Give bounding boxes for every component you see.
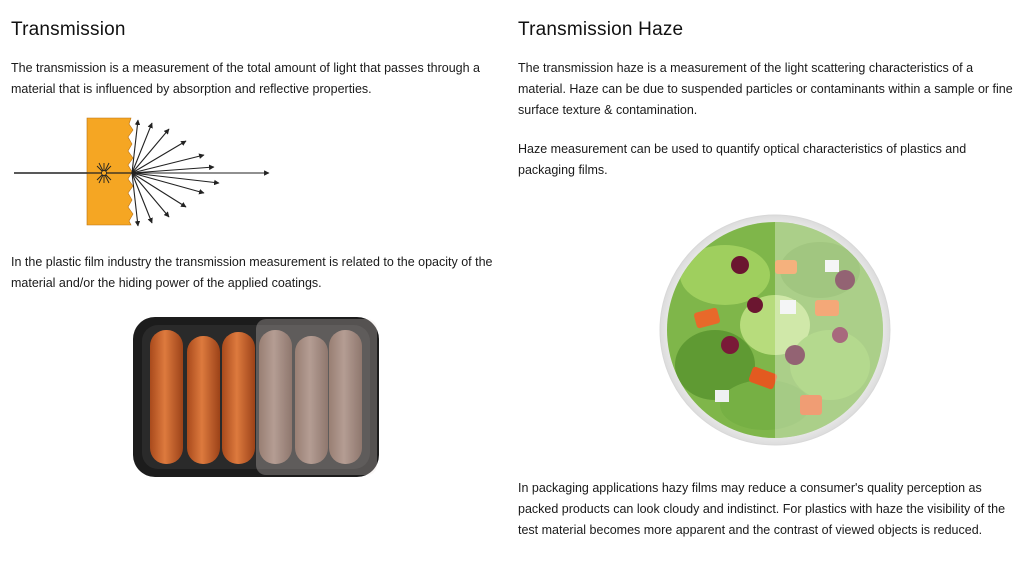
light-scatter-diagram (14, 115, 274, 230)
sausage (187, 336, 220, 464)
sausage-tray-photo (132, 316, 380, 478)
sausage (150, 330, 183, 464)
transmission-title: Transmission (11, 19, 126, 40)
transmission-haze-intro: The transmission haze is a measurement of the light scattering characteristics of a material. Haze can be due to suspended particles or contaminants within a sample or fine surface texture & contamination. (518, 61, 1013, 117)
transmission-haze-body: Haze measurement can be used to quantify optical characteristics of plastics and packaging films. (518, 142, 967, 177)
haze-film-overlay (256, 319, 377, 475)
transmission-body: In the plastic film industry the transmission measurement is related to the opacity of the material and/or the hiding power of the applied coatings. (11, 255, 493, 290)
sausage (222, 332, 255, 464)
transmission-intro: The transmission is a measurement of the total amount of light that passes through a material that is influenced by absorption and reflective properties. (11, 61, 481, 96)
scatter-star-icon (94, 163, 114, 183)
transmission-haze-title: Transmission Haze (518, 19, 684, 40)
transmission-haze-footer: In packaging applications hazy films may reduce a consumer's quality perception as packed products can look cloudy and indistinct. For plastics with haze the visibility of the test material becomes more apparent and the contrast of viewed objects is reduced. (518, 481, 1006, 537)
salad-bowl-photo (655, 205, 895, 460)
material-block (87, 118, 133, 225)
